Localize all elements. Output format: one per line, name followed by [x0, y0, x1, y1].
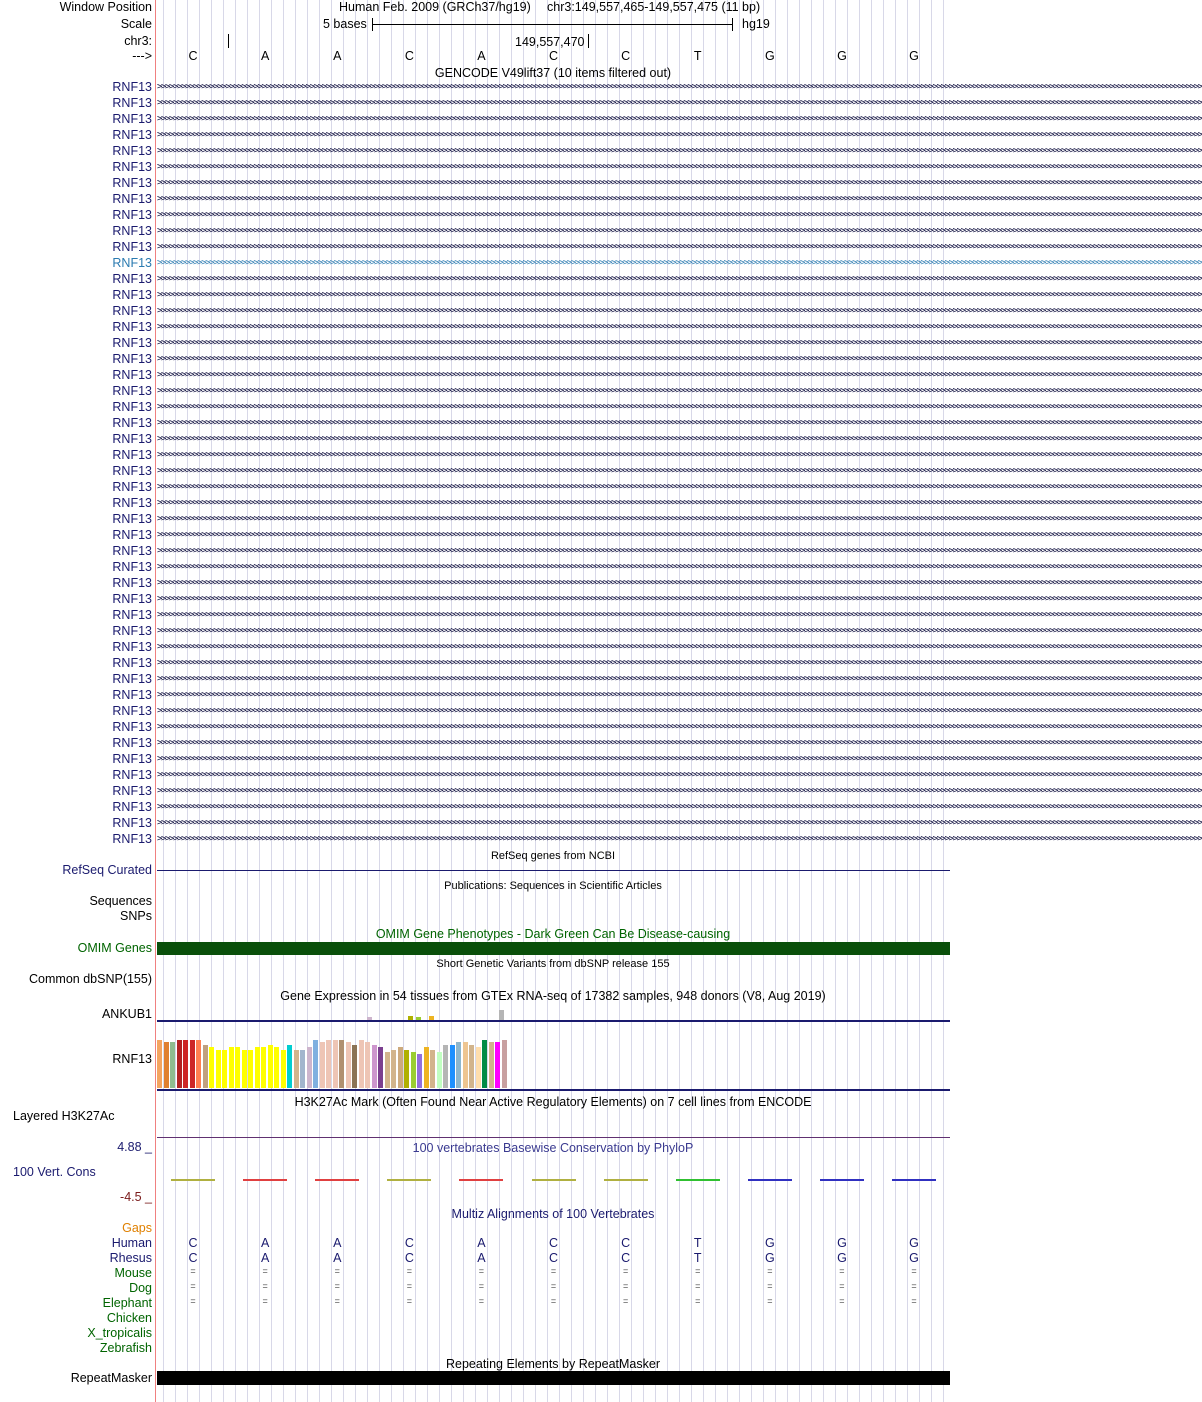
multiz-base: =	[839, 1266, 845, 1276]
gtex-gene1-label[interactable]: ANKUB1	[101, 1007, 152, 1021]
cons-mark[interactable]	[676, 1179, 720, 1181]
gtex-bar[interactable]	[274, 1047, 279, 1088]
rmsk-track-title[interactable]: Repeating Elements by RepeatMasker	[445, 1357, 660, 1371]
gtex-bar[interactable]	[333, 1040, 338, 1088]
gencode-gene-label[interactable]: RNF13	[112, 784, 152, 798]
gencode-transcript[interactable]: >>>>>>>>>>>>>>>>>>>>>>>>>>>>>>>>>>>>>>>>>>>>>>>>>>>>>>>>>>>>>>>>>>>>>>>>>>>>>>>>>>>>>>>>>>>>>>>>>>>>>>>>>>>>>>>>>>>>>>>>>>>>>>>>>>>>>>>>>>>>>>>>>>>>>>>>>>>>>>>>>>>>>>>>>>>>>>>>>>>>>>>>>>>>>>>>>>>>>>>>>>>>>>>>>>>>>>>>>>>>>>>>>>>>>>>>>>>>>>>>>>>>>>>>>>>>>>>>>>>>	[157, 434, 1202, 444]
multiz-base: =	[550, 1296, 557, 1306]
gtex-bar[interactable]	[242, 1050, 247, 1088]
gencode-gene-label[interactable]: RNF13	[112, 512, 152, 526]
label-separator	[155, 0, 156, 1402]
multiz-base: =	[623, 1296, 629, 1306]
gencode-gene-label[interactable]: RNF13	[112, 592, 152, 606]
gencode-gene-label[interactable]: RNF13	[112, 432, 152, 446]
gencode-transcript[interactable]: >>>>>>>>>>>>>>>>>>>>>>>>>>>>>>>>>>>>>>>>>>>>>>>>>>>>>>>>>>>>>>>>>>>>>>>>>>>>>>>>>>>>>>>>>>>>>>>>>>>>>>>>>>>>>>>>>>>>>>>>>>>>>>>>>>>>>>>>>>>>>>>>>>>>>>>>>>>>>>>>>>>>>>>>>>>>>>>>>>>>>>>>>>>>>>>>>>>>>>>>>>>>>>>>>>>>>>>>>>>>>>>>>>>>>>>>>>>>>>>>>>>>>>>>>>>>>>>>>>>>	[157, 786, 1202, 796]
cons-max: 4.88 _	[117, 1140, 152, 1154]
multiz-species-label[interactable]: X_tropicalis	[87, 1326, 152, 1340]
multiz-base: =	[623, 1266, 629, 1276]
gencode-gene-label[interactable]: RNF13	[112, 544, 152, 558]
gtex-bar[interactable]	[408, 1016, 413, 1020]
gtex-bar[interactable]	[463, 1042, 468, 1088]
multiz-base: =	[262, 1266, 268, 1276]
gtex-bar[interactable]	[157, 1040, 162, 1088]
gencode-transcript[interactable]: >>>>>>>>>>>>>>>>>>>>>>>>>>>>>>>>>>>>>>>>>>>>>>>>>>>>>>>>>>>>>>>>>>>>>>>>>>>>>>>>>>>>>>>>>>>>>>>>>>>>>>>>>>>>>>>>>>>>>>>>>>>>>>>>>>>>>>>>>>>>>>>>>>>>>>>>>>>>>>>>>>>>>>>>>>>>>>>>>>>>>>>>>>>>>>>>>>>>>>>>>>>>>>>>>>>>>>>>>>>>>>>>>>>>>>>>>>>>>>>>>>>>>>>>>>>>>>>>>>>>	[157, 834, 1202, 844]
gencode-gene-label[interactable]: RNF13	[112, 304, 152, 318]
rmsk-label[interactable]: RepeatMasker	[70, 1371, 152, 1385]
gtex-bar[interactable]	[229, 1047, 234, 1088]
gencode-gene-label[interactable]: RNF13	[112, 112, 152, 126]
h3k27ac-track-title[interactable]: H3K27Ac Mark (Often Found Near Active Regulatory Elements) on 7 cell lines from ENCODE	[294, 1095, 812, 1109]
gtex-bar[interactable]	[307, 1047, 312, 1088]
gtex-bar[interactable]	[190, 1040, 195, 1088]
gtex-bar[interactable]	[482, 1040, 487, 1088]
multiz-species-label[interactable]: Dog	[129, 1281, 152, 1295]
gencode-transcript[interactable]: >>>>>>>>>>>>>>>>>>>>>>>>>>>>>>>>>>>>>>>>>>>>>>>>>>>>>>>>>>>>>>>>>>>>>>>>>>>>>>>>>>>>>>>>>>>>>>>>>>>>>>>>>>>>>>>>>>>>>>>>>>>>>>>>>>>>>>>>>>>>>>>>>>>>>>>>>>>>>>>>>>>>>>>>>>>>>>>>>>>>>>>>>>>>>>>>>>>>>>>>>>>>>>>>>>>>>>>>>>>>>>>>>>>>>>>>>>>>>>>>>>>>>>>>>>>>>>>>>>>>	[157, 370, 1202, 380]
gencode-gene-label[interactable]: RNF13	[112, 272, 152, 286]
gencode-transcript[interactable]: >>>>>>>>>>>>>>>>>>>>>>>>>>>>>>>>>>>>>>>>>>>>>>>>>>>>>>>>>>>>>>>>>>>>>>>>>>>>>>>>>>>>>>>>>>>>>>>>>>>>>>>>>>>>>>>>>>>>>>>>>>>>>>>>>>>>>>>>>>>>>>>>>>>>>>>>>>>>>>>>>>>>>>>>>>>>>>>>>>>>>>>>>>>>>>>>>>>>>>>>>>>>>>>>>>>>>>>>>>>>>>>>>>>>>>>>>>>>>>>>>>>>>>>>>>>>>>>>>>>>	[157, 450, 1202, 460]
cons-mark[interactable]	[171, 1179, 215, 1181]
gtex-bar[interactable]	[346, 1042, 351, 1088]
multiz-base: A	[260, 1251, 270, 1265]
gencode-gene-label[interactable]: RNF13	[112, 448, 152, 462]
gencode-transcript[interactable]: >>>>>>>>>>>>>>>>>>>>>>>>>>>>>>>>>>>>>>>>>>>>>>>>>>>>>>>>>>>>>>>>>>>>>>>>>>>>>>>>>>>>>>>>>>>>>>>>>>>>>>>>>>>>>>>>>>>>>>>>>>>>>>>>>>>>>>>>>>>>>>>>>>>>>>>>>>>>>>>>>>>>>>>>>>>>>>>>>>>>>>>>>>>>>>>>>>>>>>>>>>>>>>>>>>>>>>>>>>>>>>>>>>>>>>>>>>>>>>>>>>>>>>>>>>>>>>>>>>>>	[157, 530, 1202, 540]
pubs-track-title[interactable]: Publications: Sequences in Scientific Articles	[444, 880, 662, 892]
multiz-base: =	[839, 1281, 845, 1291]
gencode-gene-label[interactable]: RNF13	[112, 288, 152, 302]
base-letter: C	[404, 49, 414, 63]
strand-label: --->	[132, 49, 152, 63]
gencode-gene-label[interactable]: RNF13	[112, 464, 152, 478]
multiz-base: =	[911, 1296, 917, 1306]
multiz-base: C	[404, 1251, 414, 1265]
base-letter: G	[764, 49, 775, 63]
gtex-bar[interactable]	[261, 1047, 266, 1088]
gencode-gene-label[interactable]: RNF13	[112, 416, 152, 430]
gencode-gene-label[interactable]: RNF13	[112, 384, 152, 398]
gencode-gene-label[interactable]: RNF13	[112, 656, 152, 670]
gtex-bar[interactable]	[248, 1050, 253, 1088]
omim-track-title[interactable]: OMIM Gene Phenotypes - Dark Green Can Be Disease-causing	[375, 927, 731, 941]
gencode-gene-label[interactable]: RNF13	[112, 208, 152, 222]
gencode-gene-label[interactable]: RNF13	[112, 400, 152, 414]
gtex-bar[interactable]	[300, 1050, 305, 1088]
refseq-label[interactable]: RefSeq Curated	[62, 863, 152, 877]
multiz-species-label[interactable]: Human	[111, 1236, 152, 1250]
cons-mark[interactable]	[892, 1179, 936, 1181]
multiz-base: =	[334, 1266, 340, 1276]
refseq-line[interactable]	[157, 870, 950, 871]
multiz-base: C	[188, 1251, 198, 1265]
gtex-bar[interactable]	[502, 1040, 507, 1088]
gtex-bar[interactable]	[469, 1045, 474, 1088]
gencode-gene-label[interactable]: RNF13	[112, 496, 152, 510]
multiz-base: =	[478, 1281, 485, 1291]
gtex-bar[interactable]	[411, 1052, 416, 1088]
multiz-base: A	[477, 1236, 486, 1250]
multiz-base: G	[764, 1251, 775, 1265]
multiz-base: C	[549, 1251, 559, 1265]
gencode-gene-label[interactable]: RNF13	[112, 624, 152, 638]
base-letter: A	[333, 49, 342, 63]
gencode-gene-label[interactable]: RNF13	[112, 240, 152, 254]
gtex-bar[interactable]	[235, 1047, 240, 1088]
multiz-base: =	[262, 1296, 268, 1306]
gencode-gene-label[interactable]: RNF13	[112, 832, 152, 846]
multiz-base: =	[911, 1281, 917, 1291]
multiz-base: =	[695, 1281, 701, 1291]
coord-label: 149,557,470	[515, 35, 585, 49]
gtex-bar[interactable]	[417, 1054, 422, 1088]
gtex-bar[interactable]	[326, 1040, 331, 1088]
gencode-transcript[interactable]: >>>>>>>>>>>>>>>>>>>>>>>>>>>>>>>>>>>>>>>>>>>>>>>>>>>>>>>>>>>>>>>>>>>>>>>>>>>>>>>>>>>>>>>>>>>>>>>>>>>>>>>>>>>>>>>>>>>>>>>>>>>>>>>>>>>>>>>>>>>>>>>>>>>>>>>>>>>>>>>>>>>>>>>>>>>>>>>>>>>>>>>>>>>>>>>>>>>>>>>>>>>>>>>>>>>>>>>>>>>>>>>>>>>>>>>>>>>>>>>>>>>>>>>>>>>>>>>>>>>>	[157, 322, 1202, 332]
base-letter: C	[188, 49, 198, 63]
gencode-transcript[interactable]: >>>>>>>>>>>>>>>>>>>>>>>>>>>>>>>>>>>>>>>>>>>>>>>>>>>>>>>>>>>>>>>>>>>>>>>>>>>>>>>>>>>>>>>>>>>>>>>>>>>>>>>>>>>>>>>>>>>>>>>>>>>>>>>>>>>>>>>>>>>>>>>>>>>>>>>>>>>>>>>>>>>>>>>>>>>>>>>>>>>>>>>>>>>>>>>>>>>>>>>>>>>>>>>>>>>>>>>>>>>>>>>>>>>>>>>>>>>>>>>>>>>>>>>>>>>>>>>>>>>>	[157, 626, 1202, 636]
gencode-transcript[interactable]: >>>>>>>>>>>>>>>>>>>>>>>>>>>>>>>>>>>>>>>>>>>>>>>>>>>>>>>>>>>>>>>>>>>>>>>>>>>>>>>>>>>>>>>>>>>>>>>>>>>>>>>>>>>>>>>>>>>>>>>>>>>>>>>>>>>>>>>>>>>>>>>>>>>>>>>>>>>>>>>>>>>>>>>>>>>>>>>>>>>>>>>>>>>>>>>>>>>>>>>>>>>>>>>>>>>>>>>>>>>>>>>>>>>>>>>>>>>>>>>>>>>>>>>>>>>>>>>>>>>>	[157, 578, 1202, 588]
multiz-base: =	[550, 1266, 557, 1276]
multiz-base: =	[839, 1296, 845, 1306]
multiz-base: =	[406, 1296, 412, 1306]
gtex-bar[interactable]	[177, 1040, 182, 1088]
multiz-base: =	[767, 1296, 773, 1306]
cons-mark[interactable]	[820, 1179, 864, 1181]
gtex-bar[interactable]	[404, 1050, 409, 1088]
gencode-gene-label[interactable]: RNF13	[112, 224, 152, 238]
gencode-gene-label[interactable]: RNF13	[112, 128, 152, 142]
multiz-species-label[interactable]: Elephant	[102, 1296, 152, 1310]
gencode-transcript[interactable]: >>>>>>>>>>>>>>>>>>>>>>>>>>>>>>>>>>>>>>>>>>>>>>>>>>>>>>>>>>>>>>>>>>>>>>>>>>>>>>>>>>>>>>>>>>>>>>>>>>>>>>>>>>>>>>>>>>>>>>>>>>>>>>>>>>>>>>>>>>>>>>>>>>>>>>>>>>>>>>>>>>>>>>>>>>>>>>>>>>>>>>>>>>>>>>>>>>>>>>>>>>>>>>>>>>>>>>>>>>>>>>>>>>>>>>>>>>>>>>>>>>>>>>>>>>>>>>>>>>>>	[157, 514, 1202, 524]
gtex-bar[interactable]	[164, 1042, 169, 1088]
gtex-bar[interactable]	[216, 1050, 221, 1088]
multiz-base: =	[767, 1281, 773, 1291]
dbsnp-track-title[interactable]: Short Genetic Variants from dbSNP release 155	[436, 958, 670, 970]
multiz-base: =	[406, 1281, 412, 1291]
gtex-gene1-line[interactable]	[157, 1020, 950, 1022]
gencode-transcript[interactable]: >>>>>>>>>>>>>>>>>>>>>>>>>>>>>>>>>>>>>>>>>>>>>>>>>>>>>>>>>>>>>>>>>>>>>>>>>>>>>>>>>>>>>>>>>>>>>>>>>>>>>>>>>>>>>>>>>>>>>>>>>>>>>>>>>>>>>>>>>>>>>>>>>>>>>>>>>>>>>>>>>>>>>>>>>>>>>>>>>>>>>>>>>>>>>>>>>>>>>>>>>>>>>>>>>>>>>>>>>>>>>>>>>>>>>>>>>>>>>>>>>>>>>>>>>>>>>>>>>>>>	[157, 706, 1202, 716]
gencode-transcript[interactable]: >>>>>>>>>>>>>>>>>>>>>>>>>>>>>>>>>>>>>>>>>>>>>>>>>>>>>>>>>>>>>>>>>>>>>>>>>>>>>>>>>>>>>>>>>>>>>>>>>>>>>>>>>>>>>>>>>>>>>>>>>>>>>>>>>>>>>>>>>>>>>>>>>>>>>>>>>>>>>>>>>>>>>>>>>>>>>>>>>>>>>>>>>>>>>>>>>>>>>>>>>>>>>>>>>>>>>>>>>>>>>>>>>>>>>>>>>>>>>>>>>>>>>>>>>>>>>>>>>>>>	[157, 674, 1202, 684]
gencode-gene-label[interactable]: RNF13	[112, 800, 152, 814]
multiz-base: =	[334, 1281, 340, 1291]
gencode-gene-label[interactable]: RNF13	[112, 768, 152, 782]
gtex-bar[interactable]	[489, 1042, 494, 1088]
gencode-transcript[interactable]: >>>>>>>>>>>>>>>>>>>>>>>>>>>>>>>>>>>>>>>>>>>>>>>>>>>>>>>>>>>>>>>>>>>>>>>>>>>>>>>>>>>>>>>>>>>>>>>>>>>>>>>>>>>>>>>>>>>>>>>>>>>>>>>>>>>>>>>>>>>>>>>>>>>>>>>>>>>>>>>>>>>>>>>>>>>>>>>>>>>>>>>>>>>>>>>>>>>>>>>>>>>>>>>>>>>>>>>>>>>>>>>>>>>>>>>>>>>>>>>>>>>>>>>>>>>>>>>>>>>>	[157, 306, 1202, 316]
gencode-gene-label[interactable]: RNF13	[112, 96, 152, 110]
multiz-species-label[interactable]: Mouse	[114, 1266, 152, 1280]
gencode-transcript[interactable]: >>>>>>>>>>>>>>>>>>>>>>>>>>>>>>>>>>>>>>>>>>>>>>>>>>>>>>>>>>>>>>>>>>>>>>>>>>>>>>>>>>>>>>>>>>>>>>>>>>>>>>>>>>>>>>>>>>>>>>>>>>>>>>>>>>>>>>>>>>>>>>>>>>>>>>>>>>>>>>>>>>>>>>>>>>>>>>>>>>>>>>>>>>>>>>>>>>>>>>>>>>>>>>>>>>>>>>>>>>>>>>>>>>>>>>>>>>>>>>>>>>>>>>>>>>>>>>>>>>>>	[157, 594, 1202, 604]
base-letter: A	[477, 49, 486, 63]
coord-tick-left	[228, 34, 229, 48]
multiz-base: A	[333, 1236, 342, 1250]
gencode-gene-label[interactable]: RNF13	[112, 736, 152, 750]
cons-mark[interactable]	[387, 1179, 431, 1181]
gencode-transcript[interactable]: >>>>>>>>>>>>>>>>>>>>>>>>>>>>>>>>>>>>>>>>>>>>>>>>>>>>>>>>>>>>>>>>>>>>>>>>>>>>>>>>>>>>>>>>>>>>>>>>>>>>>>>>>>>>>>>>>>>>>>>>>>>>>>>>>>>>>>>>>>>>>>>>>>>>>>>>>>>>>>>>>>>>>>>>>>>>>>>>>>>>>>>>>>>>>>>>>>>>>>>>>>>>>>>>>>>>>>>>>>>>>>>>>>>>>>>>>>>>>>>>>>>>>>>>>>>>>>>>>>>>	[157, 610, 1202, 620]
gencode-transcript[interactable]: >>>>>>>>>>>>>>>>>>>>>>>>>>>>>>>>>>>>>>>>>>>>>>>>>>>>>>>>>>>>>>>>>>>>>>>>>>>>>>>>>>>>>>>>>>>>>>>>>>>>>>>>>>>>>>>>>>>>>>>>>>>>>>>>>>>>>>>>>>>>>>>>>>>>>>>>>>>>>>>>>>>>>>>>>>>>>>>>>>>>>>>>>>>>>>>>>>>>>>>>>>>>>>>>>>>>>>>>>>>>>>>>>>>>>>>>>>>>>>>>>>>>>>>>>>>>>>>>>>>>	[157, 290, 1202, 300]
gtex-bar[interactable]	[170, 1042, 175, 1088]
multiz-species-label[interactable]: Zebrafish	[99, 1341, 152, 1355]
gencode-gene-label[interactable]: RNF13	[112, 640, 152, 654]
gtex-bar[interactable]	[437, 1052, 442, 1088]
position-readout: chr3:149,557,465-149,557,475 (11 bp)	[547, 0, 761, 14]
gtex-bar[interactable]	[196, 1040, 201, 1088]
multiz-base: C	[621, 1251, 631, 1265]
omim-label[interactable]: OMIM Genes	[77, 941, 152, 955]
gtex-bar[interactable]	[352, 1045, 357, 1088]
multiz-base: G	[837, 1251, 847, 1265]
multiz-base: G	[909, 1251, 919, 1265]
gtex-bar[interactable]	[378, 1047, 383, 1088]
assembly-name: Human Feb. 2009 (GRCh37/hg19)	[339, 0, 531, 14]
gtex-bar[interactable]	[320, 1042, 325, 1088]
gencode-transcript[interactable]: >>>>>>>>>>>>>>>>>>>>>>>>>>>>>>>>>>>>>>>>>>>>>>>>>>>>>>>>>>>>>>>>>>>>>>>>>>>>>>>>>>>>>>>>>>>>>>>>>>>>>>>>>>>>>>>>>>>>>>>>>>>>>>>>>>>>>>>>>>>>>>>>>>>>>>>>>>>>>>>>>>>>>>>>>>>>>>>>>>>>>>>>>>>>>>>>>>>>>>>>>>>>>>>>>>>>>>>>>>>>>>>>>>>>>>>>>>>>>>>>>>>>>>>>>>>>>>>>>>>>	[157, 162, 1202, 172]
cons-track-title[interactable]: 100 vertebrates Basewise Conservation by PhyloP	[412, 1141, 694, 1155]
multiz-base: =	[695, 1296, 701, 1306]
gencode-transcript[interactable]: >>>>>>>>>>>>>>>>>>>>>>>>>>>>>>>>>>>>>>>>>>>>>>>>>>>>>>>>>>>>>>>>>>>>>>>>>>>>>>>>>>>>>>>>>>>>>>>>>>>>>>>>>>>>>>>>>>>>>>>>>>>>>>>>>>>>>>>>>>>>>>>>>>>>>>>>>>>>>>>>>>>>>>>>>>>>>>>>>>>>>>>>>>>>>>>>>>>>>>>>>>>>>>>>>>>>>>>>>>>>>>>>>>>>>>>>>>>>>>>>>>>>>>>>>>>>>>>>>>>>	[157, 546, 1202, 556]
multiz-base: =	[190, 1266, 196, 1276]
gencode-transcript[interactable]: >>>>>>>>>>>>>>>>>>>>>>>>>>>>>>>>>>>>>>>>>>>>>>>>>>>>>>>>>>>>>>>>>>>>>>>>>>>>>>>>>>>>>>>>>>>>>>>>>>>>>>>>>>>>>>>>>>>>>>>>>>>>>>>>>>>>>>>>>>>>>>>>>>>>>>>>>>>>>>>>>>>>>>>>>>>>>>>>>>>>>>>>>>>>>>>>>>>>>>>>>>>>>>>>>>>>>>>>>>>>>>>>>>>>>>>>>>>>>>>>>>>>>>>>>>>>>>>>>>>>	[157, 210, 1202, 220]
scale-bar	[372, 24, 733, 25]
multiz-base: C	[549, 1236, 559, 1250]
gencode-gene-label[interactable]: RNF13	[112, 336, 152, 350]
gencode-gene-label[interactable]: RNF13	[112, 528, 152, 542]
gencode-gene-label[interactable]: RNF13	[112, 720, 152, 734]
pubs-snps-label[interactable]: SNPs	[120, 909, 152, 923]
gencode-transcript[interactable]: >>>>>>>>>>>>>>>>>>>>>>>>>>>>>>>>>>>>>>>>>>>>>>>>>>>>>>>>>>>>>>>>>>>>>>>>>>>>>>>>>>>>>>>>>>>>>>>>>>>>>>>>>>>>>>>>>>>>>>>>>>>>>>>>>>>>>>>>>>>>>>>>>>>>>>>>>>>>>>>>>>>>>>>>>>>>>>>>>>>>>>>>>>>>>>>>>>>>>>>>>>>>>>>>>>>>>>>>>>>>>>>>>>>>>>>>>>>>>>>>>>>>>>>>>>>>>>>>>>>>	[157, 770, 1202, 780]
rmsk-bar[interactable]	[157, 1371, 950, 1385]
multiz-base: =	[190, 1296, 196, 1306]
base-letter: T	[693, 49, 702, 63]
gencode-gene-label[interactable]: RNF13	[112, 480, 152, 494]
gencode-transcript[interactable]: >>>>>>>>>>>>>>>>>>>>>>>>>>>>>>>>>>>>>>>>>>>>>>>>>>>>>>>>>>>>>>>>>>>>>>>>>>>>>>>>>>>>>>>>>>>>>>>>>>>>>>>>>>>>>>>>>>>>>>>>>>>>>>>>>>>>>>>>>>>>>>>>>>>>>>>>>>>>>>>>>>>>>>>>>>>>>>>>>>>>>>>>>>>>>>>>>>>>>>>>>>>>>>>>>>>>>>>>>>>>>>>>>>>>>>>>>>>>>>>>>>>>>>>>>>>>>>>>>>>>	[157, 482, 1202, 492]
gencode-transcript[interactable]: >>>>>>>>>>>>>>>>>>>>>>>>>>>>>>>>>>>>>>>>>>>>>>>>>>>>>>>>>>>>>>>>>>>>>>>>>>>>>>>>>>>>>>>>>>>>>>>>>>>>>>>>>>>>>>>>>>>>>>>>>>>>>>>>>>>>>>>>>>>>>>>>>>>>>>>>>>>>>>>>>>>>>>>>>>>>>>>>>>>>>>>>>>>>>>>>>>>>>>>>>>>>>>>>>>>>>>>>>>>>>>>>>>>>>>>>>>>>>>>>>>>>>>>>>>>>>>>>>>>>	[157, 114, 1202, 124]
gtex-bar[interactable]	[209, 1047, 214, 1088]
gtex-bar[interactable]	[385, 1052, 390, 1088]
gencode-gene-label[interactable]: RNF13	[112, 608, 152, 622]
multiz-gaps-label[interactable]: Gaps	[122, 1221, 152, 1235]
pubs-sequences-label[interactable]: Sequences	[89, 894, 152, 908]
gencode-transcript[interactable]: >>>>>>>>>>>>>>>>>>>>>>>>>>>>>>>>>>>>>>>>>>>>>>>>>>>>>>>>>>>>>>>>>>>>>>>>>>>>>>>>>>>>>>>>>>>>>>>>>>>>>>>>>>>>>>>>>>>>>>>>>>>>>>>>>>>>>>>>>>>>>>>>>>>>>>>>>>>>>>>>>>>>>>>>>>>>>>>>>>>>>>>>>>>>>>>>>>>>>>>>>>>>>>>>>>>>>>>>>>>>>>>>>>>>>>>>>>>>>>>>>>>>>>>>>>>>>>>>>>>>	[157, 722, 1202, 732]
cons-label[interactable]: 100 Vert. Cons	[13, 1165, 96, 1179]
gencode-transcript[interactable]: >>>>>>>>>>>>>>>>>>>>>>>>>>>>>>>>>>>>>>>>>>>>>>>>>>>>>>>>>>>>>>>>>>>>>>>>>>>>>>>>>>>>>>>>>>>>>>>>>>>>>>>>>>>>>>>>>>>>>>>>>>>>>>>>>>>>>>>>>>>>>>>>>>>>>>>>>>>>>>>>>>>>>>>>>>>>>>>>>>>>>>>>>>>>>>>>>>>>>>>>>>>>>>>>>>>>>>>>>>>>>>>>>>>>>>>>>>>>>>>>>>>>>>>>>>>>>>>>>>>>	[157, 386, 1202, 396]
gencode-gene-label[interactable]: RNF13	[112, 256, 152, 270]
gtex-bar[interactable]	[450, 1045, 455, 1088]
gencode-transcript[interactable]: >>>>>>>>>>>>>>>>>>>>>>>>>>>>>>>>>>>>>>>>>>>>>>>>>>>>>>>>>>>>>>>>>>>>>>>>>>>>>>>>>>>>>>>>>>>>>>>>>>>>>>>>>>>>>>>>>>>>>>>>>>>>>>>>>>>>>>>>>>>>>>>>>>>>>>>>>>>>>>>>>>>>>>>>>>>>>>>>>>>>>>>>>>>>>>>>>>>>>>>>>>>>>>>>>>>>>>>>>>>>>>>>>>>>>>>>>>>>>>>>>>>>>>>>>>>>>>>>>>>>	[157, 98, 1202, 108]
gencode-gene-label[interactable]: RNF13	[112, 672, 152, 686]
gtex-bar[interactable]	[287, 1045, 292, 1088]
gencode-track-title[interactable]: GENCODE V49lift37 (10 items filtered out)	[434, 66, 672, 80]
h3k27ac-label[interactable]: Layered H3K27Ac	[13, 1109, 115, 1123]
gtex-bar[interactable]	[339, 1040, 344, 1088]
multiz-base: T	[693, 1236, 702, 1250]
gencode-transcript[interactable]: >>>>>>>>>>>>>>>>>>>>>>>>>>>>>>>>>>>>>>>>>>>>>>>>>>>>>>>>>>>>>>>>>>>>>>>>>>>>>>>>>>>>>>>>>>>>>>>>>>>>>>>>>>>>>>>>>>>>>>>>>>>>>>>>>>>>>>>>>>>>>>>>>>>>>>>>>>>>>>>>>>>>>>>>>>>>>>>>>>>>>>>>>>>>>>>>>>>>>>>>>>>>>>>>>>>>>>>>>>>>>>>>>>>>>>>>>>>>>>>>>>>>>>>>>>>>>>>>>>>>	[157, 754, 1202, 764]
gencode-transcript[interactable]: >>>>>>>>>>>>>>>>>>>>>>>>>>>>>>>>>>>>>>>>>>>>>>>>>>>>>>>>>>>>>>>>>>>>>>>>>>>>>>>>>>>>>>>>>>>>>>>>>>>>>>>>>>>>>>>>>>>>>>>>>>>>>>>>>>>>>>>>>>>>>>>>>>>>>>>>>>>>>>>>>>>>>>>>>>>>>>>>>>>>>>>>>>>>>>>>>>>>>>>>>>>>>>>>>>>>>>>>>>>>>>>>>>>>>>>>>>>>>>>>>>>>>>>>>>>>>>>>>>>>	[157, 146, 1202, 156]
gtex-bar[interactable]	[313, 1040, 318, 1088]
cons-mark[interactable]	[459, 1179, 503, 1181]
multiz-base: =	[911, 1266, 917, 1276]
cons-mark[interactable]	[243, 1179, 287, 1181]
gtex-bar[interactable]	[391, 1050, 396, 1088]
window-position-label: Window Position	[59, 0, 152, 14]
gtex-bar[interactable]	[495, 1042, 500, 1088]
multiz-base: =	[767, 1266, 773, 1276]
scale-text: 5 bases	[323, 17, 367, 31]
cons-mark[interactable]	[315, 1179, 359, 1181]
h3k27ac-line	[157, 1137, 950, 1138]
scale-label: Scale	[120, 17, 152, 31]
gencode-gene-label[interactable]: RNF13	[112, 816, 152, 830]
base-letter: G	[909, 49, 919, 63]
gencode-transcript[interactable]: >>>>>>>>>>>>>>>>>>>>>>>>>>>>>>>>>>>>>>>>>>>>>>>>>>>>>>>>>>>>>>>>>>>>>>>>>>>>>>>>>>>>>>>>>>>>>>>>>>>>>>>>>>>>>>>>>>>>>>>>>>>>>>>>>>>>>>>>>>>>>>>>>>>>>>>>>>>>>>>>>>>>>>>>>>>>>>>>>>>>>>>>>>>>>>>>>>>>>>>>>>>>>>>>>>>>>>>>>>>>>>>>>>>>>>>>>>>>>>>>>>>>>>>>>>>>>>>>>>>>	[157, 226, 1202, 236]
multiz-base: =	[190, 1281, 196, 1291]
gtex-bar[interactable]	[372, 1045, 377, 1088]
cons-mark[interactable]	[748, 1179, 792, 1181]
multiz-base: G	[909, 1236, 919, 1250]
gencode-transcript[interactable]: >>>>>>>>>>>>>>>>>>>>>>>>>>>>>>>>>>>>>>>>>>>>>>>>>>>>>>>>>>>>>>>>>>>>>>>>>>>>>>>>>>>>>>>>>>>>>>>>>>>>>>>>>>>>>>>>>>>>>>>>>>>>>>>>>>>>>>>>>>>>>>>>>>>>>>>>>>>>>>>>>>>>>>>>>>>>>>>>>>>>>>>>>>>>>>>>>>>>>>>>>>>>>>>>>>>>>>>>>>>>>>>>>>>>>>>>>>>>>>>>>>>>>>>>>>>>>>>>>>>>	[157, 258, 1202, 268]
gtex-gene2-line[interactable]	[157, 1089, 950, 1091]
gtex-bar[interactable]	[424, 1047, 429, 1088]
gencode-gene-label[interactable]: RNF13	[112, 576, 152, 590]
multiz-base: C	[188, 1236, 198, 1250]
dbsnp-label[interactable]: Common dbSNP(155)	[29, 972, 152, 986]
cons-min: -4.5 _	[120, 1190, 152, 1204]
gencode-gene-label[interactable]: RNF13	[112, 160, 152, 174]
gencode-transcript[interactable]: >>>>>>>>>>>>>>>>>>>>>>>>>>>>>>>>>>>>>>>>>>>>>>>>>>>>>>>>>>>>>>>>>>>>>>>>>>>>>>>>>>>>>>>>>>>>>>>>>>>>>>>>>>>>>>>>>>>>>>>>>>>>>>>>>>>>>>>>>>>>>>>>>>>>>>>>>>>>>>>>>>>>>>>>>>>>>>>>>>>>>>>>>>>>>>>>>>>>>>>>>>>>>>>>>>>>>>>>>>>>>>>>>>>>>>>>>>>>>>>>>>>>>>>>>>>>>>>>>>>>	[157, 338, 1202, 348]
multiz-track-title[interactable]: Multiz Alignments of 100 Vertebrates	[451, 1207, 655, 1221]
gencode-transcript[interactable]: >>>>>>>>>>>>>>>>>>>>>>>>>>>>>>>>>>>>>>>>>>>>>>>>>>>>>>>>>>>>>>>>>>>>>>>>>>>>>>>>>>>>>>>>>>>>>>>>>>>>>>>>>>>>>>>>>>>>>>>>>>>>>>>>>>>>>>>>>>>>>>>>>>>>>>>>>>>>>>>>>>>>>>>>>>>>>>>>>>>>>>>>>>>>>>>>>>>>>>>>>>>>>>>>>>>>>>>>>>>>>>>>>>>>>>>>>>>>>>>>>>>>>>>>>>>>>>>>>>>>	[157, 130, 1202, 140]
gencode-gene-label[interactable]: RNF13	[112, 560, 152, 574]
base-letter: A	[260, 49, 270, 63]
gencode-transcript[interactable]: >>>>>>>>>>>>>>>>>>>>>>>>>>>>>>>>>>>>>>>>>>>>>>>>>>>>>>>>>>>>>>>>>>>>>>>>>>>>>>>>>>>>>>>>>>>>>>>>>>>>>>>>>>>>>>>>>>>>>>>>>>>>>>>>>>>>>>>>>>>>>>>>>>>>>>>>>>>>>>>>>>>>>>>>>>>>>>>>>>>>>>>>>>>>>>>>>>>>>>>>>>>>>>>>>>>>>>>>>>>>>>>>>>>>>>>>>>>>>>>>>>>>>>>>>>>>>>>>>>>>	[157, 642, 1202, 652]
multiz-base: C	[621, 1236, 631, 1250]
gencode-gene-label[interactable]: RNF13	[112, 752, 152, 766]
multiz-base: =	[478, 1266, 485, 1276]
gtex-bar[interactable]	[398, 1047, 403, 1088]
gencode-gene-label[interactable]: RNF13	[112, 688, 152, 702]
gtex-bar[interactable]	[365, 1042, 370, 1088]
multiz-base: C	[404, 1236, 414, 1250]
gtex-bar[interactable]	[255, 1047, 260, 1088]
multiz-base: =	[262, 1281, 268, 1291]
gtex-track-title[interactable]: Gene Expression in 54 tissues from GTEx RNA-seq of 17382 samples, 948 donors (V8, Aug 2019)	[280, 989, 826, 1003]
gtex-bar[interactable]	[203, 1045, 208, 1088]
multiz-base: A	[333, 1251, 342, 1265]
gencode-transcript[interactable]: >>>>>>>>>>>>>>>>>>>>>>>>>>>>>>>>>>>>>>>>>>>>>>>>>>>>>>>>>>>>>>>>>>>>>>>>>>>>>>>>>>>>>>>>>>>>>>>>>>>>>>>>>>>>>>>>>>>>>>>>>>>>>>>>>>>>>>>>>>>>>>>>>>>>>>>>>>>>>>>>>>>>>>>>>>>>>>>>>>>>>>>>>>>>>>>>>>>>>>>>>>>>>>>>>>>>>>>>>>>>>>>>>>>>>>>>>>>>>>>>>>>>>>>>>>>>>>>>>>>>	[157, 738, 1202, 748]
gencode-transcript[interactable]: >>>>>>>>>>>>>>>>>>>>>>>>>>>>>>>>>>>>>>>>>>>>>>>>>>>>>>>>>>>>>>>>>>>>>>>>>>>>>>>>>>>>>>>>>>>>>>>>>>>>>>>>>>>>>>>>>>>>>>>>>>>>>>>>>>>>>>>>>>>>>>>>>>>>>>>>>>>>>>>>>>>>>>>>>>>>>>>>>>>>>>>>>>>>>>>>>>>>>>>>>>>>>>>>>>>>>>>>>>>>>>>>>>>>>>>>>>>>>>>>>>>>>>>>>>>>>>>>>>>>	[157, 354, 1202, 364]
gencode-transcript[interactable]: >>>>>>>>>>>>>>>>>>>>>>>>>>>>>>>>>>>>>>>>>>>>>>>>>>>>>>>>>>>>>>>>>>>>>>>>>>>>>>>>>>>>>>>>>>>>>>>>>>>>>>>>>>>>>>>>>>>>>>>>>>>>>>>>>>>>>>>>>>>>>>>>>>>>>>>>>>>>>>>>>>>>>>>>>>>>>>>>>>>>>>>>>>>>>>>>>>>>>>>>>>>>>>>>>>>>>>>>>>>>>>>>>>>>>>>>>>>>>>>>>>>>>>>>>>>>>>>>>>>>	[157, 802, 1202, 812]
gtex-bar[interactable]	[443, 1045, 448, 1088]
cons-mark[interactable]	[604, 1179, 648, 1181]
cons-mark[interactable]	[532, 1179, 576, 1181]
gencode-gene-label[interactable]: RNF13	[112, 192, 152, 206]
multiz-species-label[interactable]: Rhesus	[109, 1251, 152, 1265]
multiz-base: =	[478, 1296, 485, 1306]
multiz-base: A	[477, 1251, 486, 1265]
gtex-bar[interactable]	[456, 1042, 461, 1088]
gtex-bar[interactable]	[222, 1050, 227, 1088]
gtex-bar[interactable]	[359, 1040, 364, 1088]
gencode-gene-label[interactable]: RNF13	[112, 320, 152, 334]
gencode-transcript[interactable]: >>>>>>>>>>>>>>>>>>>>>>>>>>>>>>>>>>>>>>>>>>>>>>>>>>>>>>>>>>>>>>>>>>>>>>>>>>>>>>>>>>>>>>>>>>>>>>>>>>>>>>>>>>>>>>>>>>>>>>>>>>>>>>>>>>>>>>>>>>>>>>>>>>>>>>>>>>>>>>>>>>>>>>>>>>>>>>>>>>>>>>>>>>>>>>>>>>>>>>>>>>>>>>>>>>>>>>>>>>>>>>>>>>>>>>>>>>>>>>>>>>>>>>>>>>>>>>>>>>>>	[157, 562, 1202, 572]
multiz-species-label[interactable]: Chicken	[106, 1311, 152, 1325]
gtex-bar[interactable]	[367, 1017, 372, 1020]
multiz-base: G	[764, 1236, 775, 1250]
multiz-base: A	[260, 1236, 270, 1250]
base-letter: C	[549, 49, 559, 63]
gencode-transcript[interactable]: >>>>>>>>>>>>>>>>>>>>>>>>>>>>>>>>>>>>>>>>>>>>>>>>>>>>>>>>>>>>>>>>>>>>>>>>>>>>>>>>>>>>>>>>>>>>>>>>>>>>>>>>>>>>>>>>>>>>>>>>>>>>>>>>>>>>>>>>>>>>>>>>>>>>>>>>>>>>>>>>>>>>>>>>>>>>>>>>>>>>>>>>>>>>>>>>>>>>>>>>>>>>>>>>>>>>>>>>>>>>>>>>>>>>>>>>>>>>>>>>>>>>>>>>>>>>>>>>>>>>	[157, 818, 1202, 828]
gencode-gene-label[interactable]: RNF13	[112, 704, 152, 718]
gencode-transcript[interactable]: >>>>>>>>>>>>>>>>>>>>>>>>>>>>>>>>>>>>>>>>>>>>>>>>>>>>>>>>>>>>>>>>>>>>>>>>>>>>>>>>>>>>>>>>>>>>>>>>>>>>>>>>>>>>>>>>>>>>>>>>>>>>>>>>>>>>>>>>>>>>>>>>>>>>>>>>>>>>>>>>>>>>>>>>>>>>>>>>>>>>>>>>>>>>>>>>>>>>>>>>>>>>>>>>>>>>>>>>>>>>>>>>>>>>>>>>>>>>>>>>>>>>>>>>>>>>>>>>>>>>	[157, 194, 1202, 204]
gencode-gene-label[interactable]: RNF13	[112, 176, 152, 190]
multiz-base: =	[550, 1281, 557, 1291]
base-letter: G	[837, 49, 847, 63]
gtex-bar[interactable]	[429, 1016, 434, 1020]
gtex-bar[interactable]	[476, 1047, 481, 1088]
gencode-transcript[interactable]: >>>>>>>>>>>>>>>>>>>>>>>>>>>>>>>>>>>>>>>>>>>>>>>>>>>>>>>>>>>>>>>>>>>>>>>>>>>>>>>>>>>>>>>>>>>>>>>>>>>>>>>>>>>>>>>>>>>>>>>>>>>>>>>>>>>>>>>>>>>>>>>>>>>>>>>>>>>>>>>>>>>>>>>>>>>>>>>>>>>>>>>>>>>>>>>>>>>>>>>>>>>>>>>>>>>>>>>>>>>>>>>>>>>>>>>>>>>>>>>>>>>>>>>>>>>>>>>>>>>>	[157, 82, 1202, 92]
gencode-transcript[interactable]: >>>>>>>>>>>>>>>>>>>>>>>>>>>>>>>>>>>>>>>>>>>>>>>>>>>>>>>>>>>>>>>>>>>>>>>>>>>>>>>>>>>>>>>>>>>>>>>>>>>>>>>>>>>>>>>>>>>>>>>>>>>>>>>>>>>>>>>>>>>>>>>>>>>>>>>>>>>>>>>>>>>>>>>>>>>>>>>>>>>>>>>>>>>>>>>>>>>>>>>>>>>>>>>>>>>>>>>>>>>>>>>>>>>>>>>>>>>>>>>>>>>>>>>>>>>>>>>>>>>>	[157, 418, 1202, 428]
scale-bar-right	[732, 18, 733, 31]
chrom-label: chr3:	[124, 34, 152, 48]
gencode-transcript[interactable]: >>>>>>>>>>>>>>>>>>>>>>>>>>>>>>>>>>>>>>>>>>>>>>>>>>>>>>>>>>>>>>>>>>>>>>>>>>>>>>>>>>>>>>>>>>>>>>>>>>>>>>>>>>>>>>>>>>>>>>>>>>>>>>>>>>>>>>>>>>>>>>>>>>>>>>>>>>>>>>>>>>>>>>>>>>>>>>>>>>>>>>>>>>>>>>>>>>>>>>>>>>>>>>>>>>>>>>>>>>>>>>>>>>>>>>>>>>>>>>>>>>>>>>>>>>>>>>>>>>>>	[157, 178, 1202, 188]
gencode-transcript[interactable]: >>>>>>>>>>>>>>>>>>>>>>>>>>>>>>>>>>>>>>>>>>>>>>>>>>>>>>>>>>>>>>>>>>>>>>>>>>>>>>>>>>>>>>>>>>>>>>>>>>>>>>>>>>>>>>>>>>>>>>>>>>>>>>>>>>>>>>>>>>>>>>>>>>>>>>>>>>>>>>>>>>>>>>>>>>>>>>>>>>>>>>>>>>>>>>>>>>>>>>>>>>>>>>>>>>>>>>>>>>>>>>>>>>>>>>>>>>>>>>>>>>>>>>>>>>>>>>>>>>>>	[157, 242, 1202, 252]
base-letter: C	[621, 49, 631, 63]
gencode-gene-label[interactable]: RNF13	[112, 368, 152, 382]
gencode-transcript[interactable]: >>>>>>>>>>>>>>>>>>>>>>>>>>>>>>>>>>>>>>>>>>>>>>>>>>>>>>>>>>>>>>>>>>>>>>>>>>>>>>>>>>>>>>>>>>>>>>>>>>>>>>>>>>>>>>>>>>>>>>>>>>>>>>>>>>>>>>>>>>>>>>>>>>>>>>>>>>>>>>>>>>>>>>>>>>>>>>>>>>>>>>>>>>>>>>>>>>>>>>>>>>>>>>>>>>>>>>>>>>>>>>>>>>>>>>>>>>>>>>>>>>>>>>>>>>>>>>>>>>>>	[157, 466, 1202, 476]
gtex-bar[interactable]	[281, 1050, 286, 1088]
multiz-base: =	[623, 1281, 629, 1291]
multiz-base: G	[837, 1236, 847, 1250]
gtex-bar[interactable]	[416, 1017, 421, 1020]
multiz-base: =	[406, 1266, 412, 1276]
gencode-transcript[interactable]: >>>>>>>>>>>>>>>>>>>>>>>>>>>>>>>>>>>>>>>>>>>>>>>>>>>>>>>>>>>>>>>>>>>>>>>>>>>>>>>>>>>>>>>>>>>>>>>>>>>>>>>>>>>>>>>>>>>>>>>>>>>>>>>>>>>>>>>>>>>>>>>>>>>>>>>>>>>>>>>>>>>>>>>>>>>>>>>>>>>>>>>>>>>>>>>>>>>>>>>>>>>>>>>>>>>>>>>>>>>>>>>>>>>>>>>>>>>>>>>>>>>>>>>>>>>>>>>>>>>>	[157, 498, 1202, 508]
gtex-bar[interactable]	[183, 1040, 188, 1088]
gencode-transcript[interactable]: >>>>>>>>>>>>>>>>>>>>>>>>>>>>>>>>>>>>>>>>>>>>>>>>>>>>>>>>>>>>>>>>>>>>>>>>>>>>>>>>>>>>>>>>>>>>>>>>>>>>>>>>>>>>>>>>>>>>>>>>>>>>>>>>>>>>>>>>>>>>>>>>>>>>>>>>>>>>>>>>>>>>>>>>>>>>>>>>>>>>>>>>>>>>>>>>>>>>>>>>>>>>>>>>>>>>>>>>>>>>>>>>>>>>>>>>>>>>>>>>>>>>>>>>>>>>>>>>>>>>	[157, 402, 1202, 412]
gencode-gene-label[interactable]: RNF13	[112, 144, 152, 158]
omim-bar[interactable]	[157, 942, 950, 955]
gencode-transcript[interactable]: >>>>>>>>>>>>>>>>>>>>>>>>>>>>>>>>>>>>>>>>>>>>>>>>>>>>>>>>>>>>>>>>>>>>>>>>>>>>>>>>>>>>>>>>>>>>>>>>>>>>>>>>>>>>>>>>>>>>>>>>>>>>>>>>>>>>>>>>>>>>>>>>>>>>>>>>>>>>>>>>>>>>>>>>>>>>>>>>>>>>>>>>>>>>>>>>>>>>>>>>>>>>>>>>>>>>>>>>>>>>>>>>>>>>>>>>>>>>>>>>>>>>>>>>>>>>>>>>>>>>	[157, 658, 1202, 668]
multiz-base: =	[695, 1266, 701, 1276]
multiz-base: =	[334, 1296, 340, 1306]
gtex-bar[interactable]	[294, 1050, 299, 1088]
gencode-transcript[interactable]: >>>>>>>>>>>>>>>>>>>>>>>>>>>>>>>>>>>>>>>>>>>>>>>>>>>>>>>>>>>>>>>>>>>>>>>>>>>>>>>>>>>>>>>>>>>>>>>>>>>>>>>>>>>>>>>>>>>>>>>>>>>>>>>>>>>>>>>>>>>>>>>>>>>>>>>>>>>>>>>>>>>>>>>>>>>>>>>>>>>>>>>>>>>>>>>>>>>>>>>>>>>>>>>>>>>>>>>>>>>>>>>>>>>>>>>>>>>>>>>>>>>>>>>>>>>>>>>>>>>>	[157, 690, 1202, 700]
coord-tick	[588, 34, 589, 48]
refseq-track-title[interactable]: RefSeq genes from NCBI	[490, 850, 616, 862]
gencode-gene-label[interactable]: RNF13	[112, 80, 152, 94]
db-name: hg19	[742, 17, 770, 31]
multiz-base: T	[693, 1251, 702, 1265]
gtex-bar[interactable]	[430, 1050, 435, 1088]
gtex-bar[interactable]	[499, 1010, 504, 1020]
gencode-transcript[interactable]: >>>>>>>>>>>>>>>>>>>>>>>>>>>>>>>>>>>>>>>>>>>>>>>>>>>>>>>>>>>>>>>>>>>>>>>>>>>>>>>>>>>>>>>>>>>>>>>>>>>>>>>>>>>>>>>>>>>>>>>>>>>>>>>>>>>>>>>>>>>>>>>>>>>>>>>>>>>>>>>>>>>>>>>>>>>>>>>>>>>>>>>>>>>>>>>>>>>>>>>>>>>>>>>>>>>>>>>>>>>>>>>>>>>>>>>>>>>>>>>>>>>>>>>>>>>>>>>>>>>>	[157, 274, 1202, 284]
gtex-bar[interactable]	[268, 1045, 273, 1088]
gtex-gene2-label[interactable]: RNF13	[112, 1052, 152, 1066]
gencode-gene-label[interactable]: RNF13	[112, 352, 152, 366]
